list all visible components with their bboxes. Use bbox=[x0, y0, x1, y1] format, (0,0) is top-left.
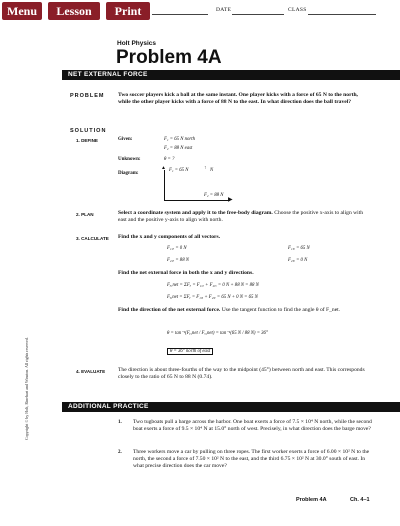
north-vector bbox=[164, 170, 165, 200]
east-arrowhead-icon: ▶ bbox=[228, 197, 233, 203]
net-y-equation: Fᵧ,net = ΣFᵧ = F₁,ᵧ + F₂,ᵧ = 65 N + 0 N = 65 N bbox=[167, 295, 258, 300]
find-direction-rest: Use the tangent function to find the angle θ of F_net. bbox=[220, 307, 341, 313]
plan-text bbox=[118, 210, 368, 224]
name-line bbox=[152, 14, 208, 15]
practice-banner: ADDITIONAL PRACTICE bbox=[62, 402, 400, 412]
north-arrowhead-icon: ▲ bbox=[161, 166, 166, 171]
plan-text-rest: Choose the positive x-axis to align with east and the positive y-axis to align with north. bbox=[118, 210, 364, 224]
answer-box: θ = 36° north of east bbox=[167, 348, 213, 355]
given-f1: F₁ = 65 N north bbox=[164, 137, 196, 142]
given-label: Given: bbox=[118, 137, 133, 142]
evaluate-label: 4. EVALUATE bbox=[76, 369, 106, 374]
top-toolbar bbox=[0, 0, 400, 24]
page-title: Problem 4A bbox=[116, 47, 222, 68]
practice-1-text: Two tugboats pull a barge across the harbor. One boat exerts a force of 7.5 × 10⁴ N north, while the second boat exerts a force of 9.5 × 10⁴ N at 15.0° north of west. Precisely, in what direction does the barge move? bbox=[133, 419, 372, 433]
plan-text-bold: Select a coordinate system and apply it to the free-body diagram. bbox=[118, 210, 273, 216]
find-direction-bold: Find the direction of the net external force. bbox=[118, 307, 221, 313]
practice-2-number: 2. bbox=[118, 450, 122, 455]
unknown-value: θ = ? bbox=[164, 157, 175, 162]
menu-button[interactable]: Menu bbox=[2, 2, 42, 20]
copyright-notice: Copyright © by Holt, Rinehart and Winston. All rights reserved. bbox=[24, 337, 29, 440]
component-f2x: F₂,ₓ = 88 N bbox=[167, 258, 189, 263]
lesson-button[interactable]: Lesson bbox=[48, 2, 100, 20]
footer-problem: Problem 4A bbox=[296, 497, 327, 503]
diagram-f2-label: F₂ = 88 N bbox=[204, 193, 224, 198]
given-f2: F₂ = 88 N east bbox=[164, 146, 193, 151]
practice-2-text: Three workers move a car by pulling on three ropes. The first worker exerts a force of 6.00 × 10² N to the north, the second a force of 7.50 × 10² N to the east, and the third 6.75 × 10² N at 30.0° south of east. In what precise direction does the car move? bbox=[133, 449, 370, 470]
section-banner: NET EXTERNAL FORCE bbox=[62, 70, 400, 80]
east-vector bbox=[164, 200, 230, 201]
calculate-label: 3. CALCULATE bbox=[76, 236, 109, 241]
find-direction-text bbox=[118, 307, 368, 314]
subject-label: Holt Physics bbox=[117, 40, 157, 47]
find-components-text: Find the x and y components of all vectors. bbox=[118, 234, 221, 240]
date-line bbox=[232, 14, 284, 15]
diagram-label: Diagram: bbox=[118, 171, 139, 176]
date-label: DATE bbox=[216, 7, 232, 13]
problem-label: PROBLEM bbox=[70, 93, 105, 99]
define-label: 1. DEFINE bbox=[76, 138, 98, 143]
footer-page: Ch. 4–1 bbox=[350, 497, 370, 503]
problem-text: Two soccer players kick a ball at the same instant. One player kicks with a force of 65 N to the north, while the other player kicks with a force of 88 N to the east. In what direction does the ball travel? bbox=[118, 92, 358, 106]
net-x-equation: Fₓ,net = ΣFₓ = F₁,ₓ + F₂,ₓ = 0 N + 88 N = 88 N bbox=[167, 283, 259, 288]
class-label: CLASS bbox=[288, 7, 307, 13]
diagram-f1-label: F₁ = 65 N bbox=[169, 168, 189, 173]
class-line bbox=[308, 14, 376, 15]
component-f1y: F₁,ᵧ = 65 N bbox=[288, 246, 310, 251]
north-indicator-icon: ↑ bbox=[204, 166, 207, 171]
find-net-text: Find the net external force in both the x and y directions. bbox=[118, 270, 254, 276]
solution-label: SOLUTION bbox=[70, 128, 107, 134]
component-f2y: F₂,ᵧ = 0 N bbox=[288, 258, 308, 263]
evaluate-text: The direction is about three-fourths of the way to the midpoint (45°) between north and east. This corresponds closely to the ratio of 65 N to 88 N (0.74). bbox=[118, 367, 365, 381]
force-diagram bbox=[160, 164, 260, 204]
diagram-n-label: N bbox=[210, 168, 214, 173]
unknown-label: Unknown: bbox=[118, 157, 141, 162]
component-f1x: F₁,ₓ = 0 N bbox=[167, 246, 187, 251]
plan-label: 2. PLAN bbox=[76, 212, 94, 217]
theta-equation: θ = tan⁻¹(Fᵧ,net / Fₓ,net) = tan⁻¹(65 N / 88 N) = 36° bbox=[167, 331, 268, 336]
practice-1-number: 1. bbox=[118, 420, 122, 425]
print-button[interactable]: Print bbox=[106, 2, 150, 20]
